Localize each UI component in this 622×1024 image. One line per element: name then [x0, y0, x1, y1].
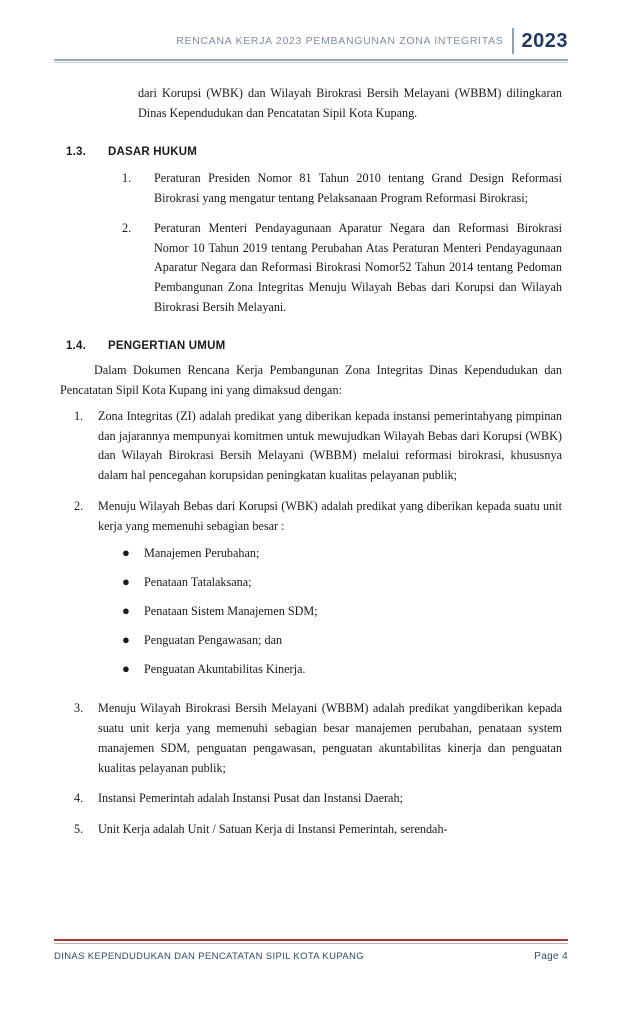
header-divider: [512, 28, 514, 54]
list-item: [74, 699, 562, 778]
list-text: Menuju Wilayah Bebas dari Korupsi (WBK) adalah predikat yang diberikan kepada suatu unit kerja yang memenuhi sebagian besar :: [98, 498, 562, 533]
list-item: [74, 407, 562, 486]
bullet-text: Penguatan Akuntabilitas Kinerja.: [144, 661, 306, 676]
section-number-1-3: 1.3.: [66, 145, 86, 158]
bullet-dot-icon: ●: [122, 631, 130, 647]
list-marker: 2.: [122, 220, 132, 235]
header-rule-thin: [54, 62, 568, 63]
bullet-item: [122, 660, 562, 680]
bullet-item: [122, 631, 562, 651]
section-title-1-4: PENGERTIAN UMUM: [108, 339, 226, 352]
list-item: [74, 789, 562, 809]
bullet-dot-icon: ●: [122, 545, 130, 561]
bullet-item: [122, 544, 562, 564]
list-marker: 5.: [74, 822, 84, 837]
definitions-list: [74, 407, 562, 840]
list-marker: 2.: [74, 498, 84, 513]
list-text: Peraturan Presiden Nomor 81 Tahun 2010 tentang Grand Design Reformasi Birokrasi yang mengatur tentang Pelaksanaan Program Reformasi Birokrasi;: [154, 171, 562, 206]
list-item: [122, 219, 562, 318]
list-text: Peraturan Menteri Pendayagunaan Aparatur Negara dan Reformasi Birokrasi Nomor 10 Tahun 2019 tentang Perubahan Atas Peraturan Menteri Pendayagunaan Aparatur Negara dan Reformasi Birokrasi Nomor52 Tahun 2014 tentang Pedoman Pembangunan Zona Integritas Menuju Wilayah Bebas dari Korupsi dan Wilayah Birokrasi Bersih Melayani.: [154, 220, 562, 314]
footer-organization: DINAS KEPENDUDUKAN DAN PENCATATAN SIPIL KOTA KUPANG: [54, 951, 364, 962]
list-marker: 3.: [74, 701, 84, 716]
list-marker: 1.: [74, 408, 84, 423]
list-text: Zona Integritas (ZI) adalah predikat yang diberikan kepada instansi pemerintahyang pimpinan dan jajarannya mempunyai komitmen untuk mewujudkan Wilayah Bebas dari Korupsi (WBK) dan Wilayah Birokrasi Bersih Melayani (WBBM) melalui reformasi birokrasi, khususnya dalam hal pencegahan korupsidan peningkatan kualitas pelayanan publik;: [98, 408, 562, 483]
footer-page-number: Page 4: [534, 951, 568, 962]
list-text: Instansi Pemerintah adalah Instansi Pusat dan Instansi Daerah;: [98, 791, 403, 806]
footer-rule-thin: [54, 943, 568, 944]
bullet-dot-icon: ●: [122, 660, 130, 676]
list-text: Menuju Wilayah Birokrasi Bersih Melayani (WBBM) adalah predikat yangdiberikan kepada suatu unit kerja yang memenuhi sebagian besar manajemen perubahan, penataan system manajemen SDM, penguatan pengawasan, penguatan akuntabilitas kinerja dan penguatan kualitas pelayanan publik;: [98, 701, 562, 775]
list-text: Unit Kerja adalah Unit / Satuan Kerja di Instansi Pemerintah, serendah-: [98, 822, 448, 837]
section-number-1-4: 1.4.: [66, 339, 86, 352]
bullet-dot-icon: ●: [122, 602, 130, 618]
wbk-criteria-bullets: [122, 544, 562, 679]
page-footer: [54, 939, 568, 962]
bullet-item: [122, 602, 562, 622]
list-text-wrapper: [98, 497, 562, 688]
bullet-text: Penataan Sistem Manajemen SDM;: [144, 603, 318, 618]
footer-rule-thick: [54, 939, 568, 941]
section-heading-1-4: [60, 337, 562, 356]
section-heading-1-3: [60, 143, 562, 162]
section-title-1-3: DASAR HUKUM: [108, 145, 198, 158]
list-marker: 1.: [122, 171, 132, 186]
header-title: RENCANA KERJA 2023 PEMBANGUNAN ZONA INTEGRITAS: [176, 35, 504, 47]
list-item: [122, 169, 562, 209]
list-marker: 4.: [74, 791, 84, 806]
header-rule-thick: [54, 59, 568, 61]
bullet-text: Penguatan Pengawasan; dan: [144, 632, 283, 647]
list-item: [74, 497, 562, 688]
page-content: [60, 72, 562, 851]
bullet-item: [122, 573, 562, 593]
bullet-text: Manajemen Perubahan;: [144, 546, 260, 561]
section-1-4-lead-paragraph: Dalam Dokumen Rencana Kerja Pembangunan Zona Integritas Dinas Kependudukan dan Pencatatan Sipil Kota Kupang ini yang dimaksud dengan:: [60, 363, 562, 398]
page-header: [54, 26, 568, 60]
bullet-dot-icon: ●: [122, 574, 130, 590]
bullet-text: Penataan Tatalaksana;: [144, 575, 252, 590]
list-item: [74, 820, 562, 840]
header-year: 2023: [521, 29, 568, 52]
legal-basis-list: [122, 169, 562, 317]
intro-paragraph: dari Korupsi (WBK) dan Wilayah Birokrasi Bersih Melayani (WBBM) dilingkaran Dinas Kependudukan dan Pencatatan Sipil Kota Kupang.: [138, 86, 562, 120]
